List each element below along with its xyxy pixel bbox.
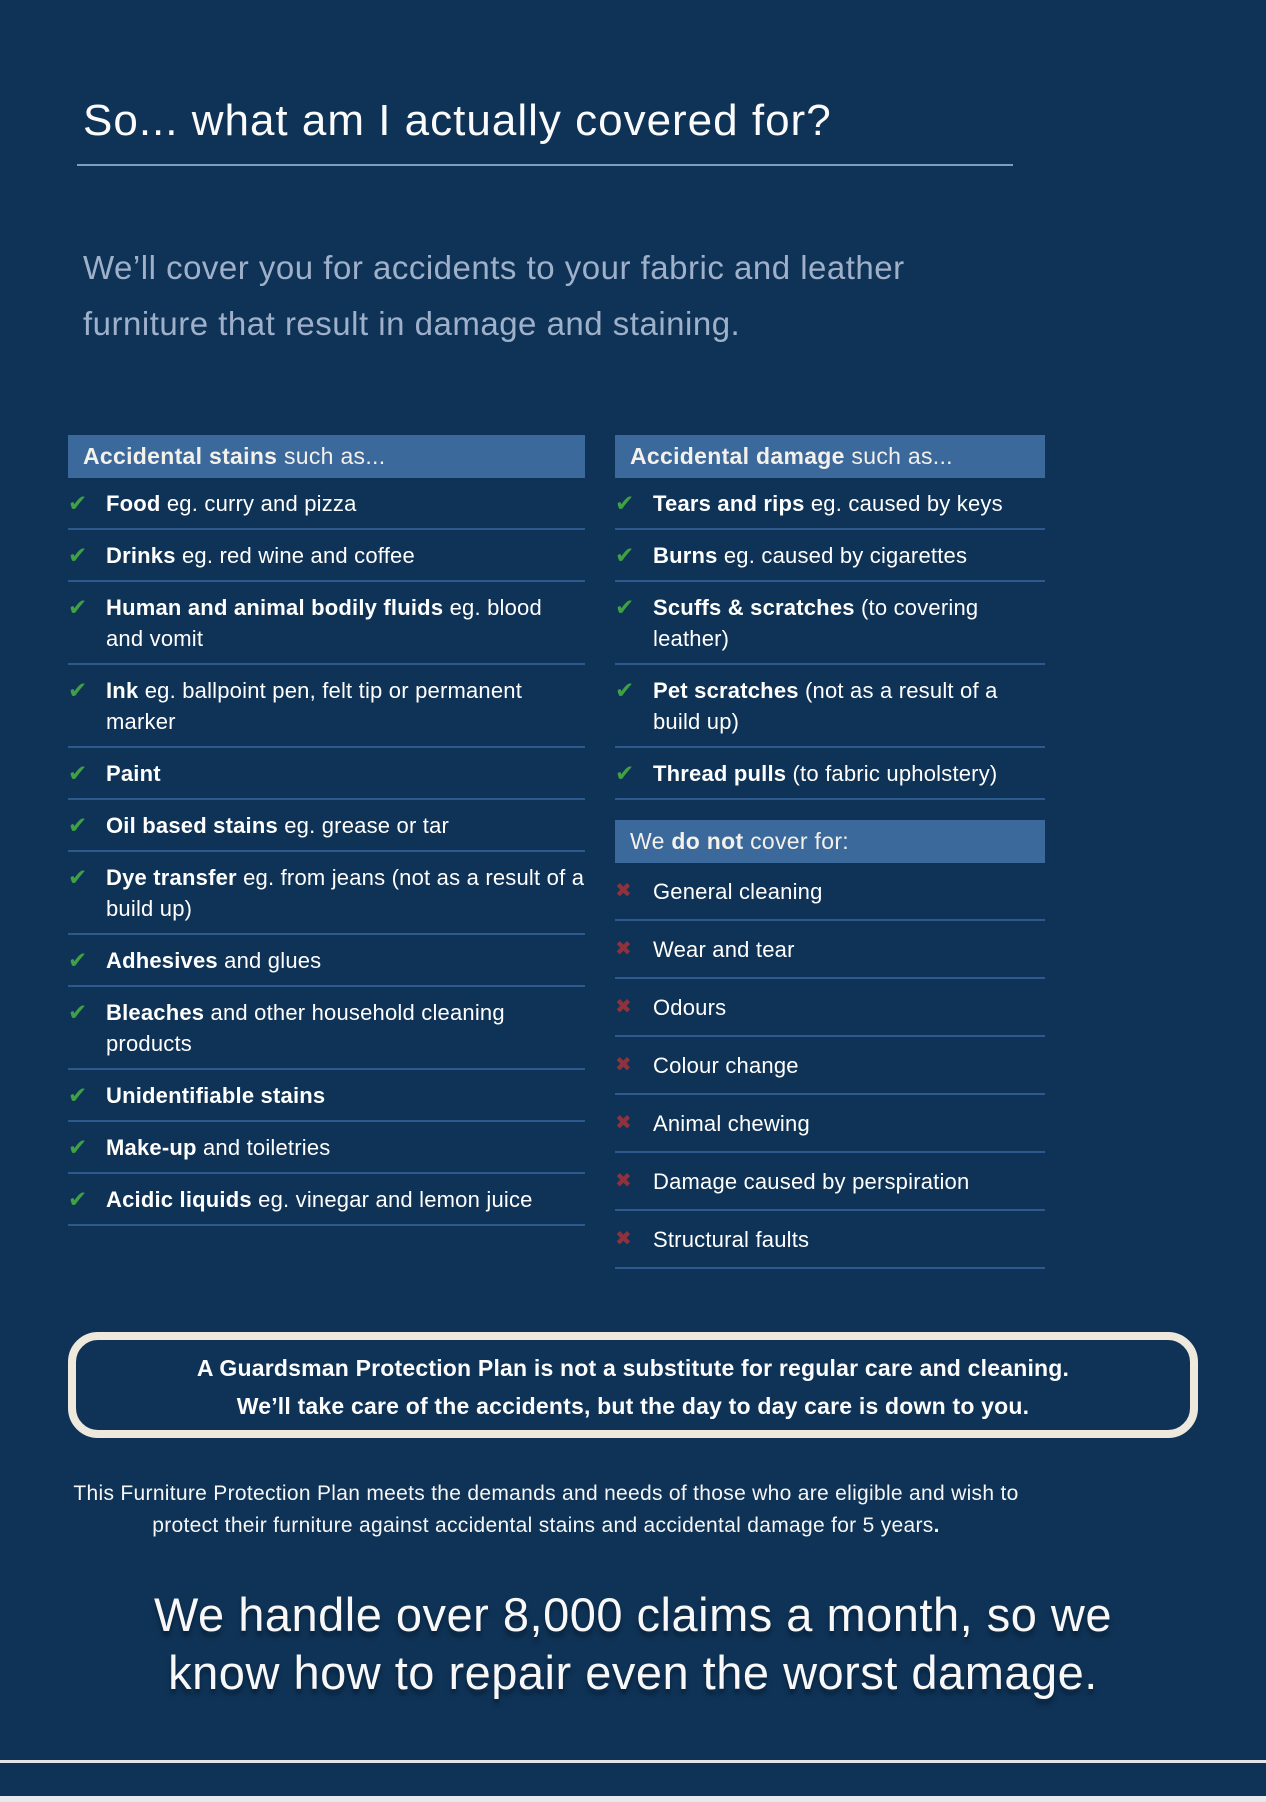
check-icon: ✔ — [68, 594, 88, 620]
item-detail: eg. caused by cigarettes — [717, 543, 968, 568]
page-subtitle: We’ll cover you for accidents to your fabric and leather furniture that result in damage and staining. — [83, 249, 905, 342]
list-item-text — [106, 997, 585, 1059]
item-detail: (to fabric upholstery) — [786, 761, 998, 786]
check-icon: ✔ — [68, 864, 88, 890]
list-item — [68, 1070, 585, 1122]
item-term: Dye transfer — [106, 865, 237, 890]
list-item-text — [653, 758, 997, 789]
header-bold-text: Accidental damage — [630, 443, 845, 469]
check-icon: ✔ — [615, 760, 635, 786]
accidental-stains-header — [68, 435, 585, 478]
list-item-text — [106, 540, 415, 571]
cross-icon: ✖ — [615, 880, 632, 902]
check-icon: ✔ — [68, 542, 88, 568]
list-item-text — [106, 862, 585, 924]
check-icon: ✔ — [615, 594, 635, 620]
item-term: Ink — [106, 678, 139, 703]
list-item — [68, 935, 585, 987]
eligibility-text: This Furniture Protection Plan meets the demands and needs of those who are eligible and wish to protect their furniture against accidental stains and accidental damage for 5 years — [73, 1482, 1019, 1537]
item-detail: and toiletries — [196, 1135, 331, 1160]
item-term: Tears and rips — [653, 491, 805, 516]
claims-line-2: know how to repair even the worst damage. — [168, 1646, 1098, 1699]
item-detail: eg. red wine and coffee — [175, 543, 415, 568]
eligibility-period: . — [933, 1514, 940, 1537]
item-term: Scuffs & scratches — [653, 595, 855, 620]
page-title: So... what am I actually covered for? — [83, 96, 832, 145]
cross-icon: ✖ — [615, 938, 632, 960]
check-icon: ✔ — [68, 1082, 88, 1108]
list-item-text — [653, 488, 1003, 519]
check-icon: ✔ — [68, 999, 88, 1025]
list-item-text — [106, 1184, 533, 1215]
cross-icon: ✖ — [615, 1228, 632, 1250]
page-bottom-strip — [0, 1796, 1266, 1802]
list-item-text: General cleaning — [653, 879, 823, 904]
list-item-text: Animal chewing — [653, 1111, 810, 1136]
page-title-underline — [77, 90, 1013, 166]
list-item — [68, 800, 585, 852]
list-item — [615, 665, 1045, 748]
item-detail: eg. grease or tar — [277, 813, 450, 838]
cross-icon: ✖ — [615, 1054, 632, 1076]
check-icon: ✔ — [68, 760, 88, 786]
list-item — [615, 530, 1045, 582]
item-term: Unidentifiable stains — [106, 1083, 326, 1108]
list-item-text — [106, 945, 321, 976]
check-icon: ✔ — [68, 812, 88, 838]
footer-divider-line — [0, 1760, 1266, 1763]
list-item-text — [653, 540, 967, 571]
header-rest-text: cover for: — [743, 828, 849, 854]
notice-line-2: We’ll take care of the accidents, but the day to day care is down to you. — [236, 1393, 1030, 1419]
cross-icon: ✖ — [615, 1170, 632, 1192]
list-item — [615, 979, 1045, 1037]
list-item — [68, 665, 585, 748]
list-item-text — [653, 592, 1045, 654]
item-detail: eg. ballpoint pen, felt tip or permanent marker — [106, 678, 523, 734]
not-covered-header — [615, 820, 1045, 863]
check-icon: ✔ — [68, 947, 88, 973]
item-term: Acidic liquids — [106, 1187, 252, 1212]
care-notice-box — [68, 1332, 1198, 1438]
item-detail: eg. blood and vomit — [106, 595, 542, 651]
check-icon: ✔ — [68, 1134, 88, 1160]
item-term: Adhesives — [106, 948, 218, 973]
header-bold-text: Accidental stains — [83, 443, 278, 469]
list-item-text — [106, 1080, 325, 1111]
item-term: Drinks — [106, 543, 176, 568]
accidental-damage-section — [615, 435, 1045, 800]
header-pre-text: We — [630, 828, 672, 854]
list-item — [615, 478, 1045, 530]
item-term: Burns — [653, 543, 718, 568]
list-item-text — [106, 758, 161, 789]
list-item — [615, 1037, 1045, 1095]
list-item — [68, 1122, 585, 1174]
list-item — [68, 530, 585, 582]
list-item — [615, 748, 1045, 800]
list-item-text: Odours — [653, 995, 727, 1020]
list-item — [68, 987, 585, 1070]
item-detail: and glues — [217, 948, 322, 973]
check-icon: ✔ — [68, 1186, 88, 1212]
list-item-text: Damage caused by perspiration — [653, 1169, 970, 1194]
list-item-text: Wear and tear — [653, 937, 795, 962]
cross-icon: ✖ — [615, 996, 632, 1018]
header-bold-text: do not — [671, 828, 744, 854]
list-item-text — [106, 488, 357, 519]
list-item — [615, 582, 1045, 665]
item-detail: eg. from jeans (not as a result of a build up) — [106, 865, 585, 921]
check-icon: ✔ — [68, 677, 88, 703]
item-term: Pet scratches — [653, 678, 799, 703]
claims-line-1: We handle over 8,000 claims a month, so we — [153, 1588, 1113, 1641]
accidental-damage-header — [615, 435, 1045, 478]
list-item — [68, 1174, 585, 1226]
list-item-text — [106, 592, 585, 654]
list-item — [615, 921, 1045, 979]
not-covered-section — [615, 820, 1045, 1269]
item-term: Human and animal bodily fluids — [106, 595, 444, 620]
accidental-stains-section — [68, 435, 585, 1226]
check-icon: ✔ — [615, 490, 635, 516]
item-term: Thread pulls — [653, 761, 787, 786]
item-detail: eg. vinegar and lemon juice — [251, 1187, 533, 1212]
list-item — [68, 852, 585, 935]
item-detail: (not as a result of a build up) — [653, 678, 998, 734]
item-detail: eg. curry and pizza — [160, 491, 357, 516]
list-item — [68, 478, 585, 530]
header-rest-text: such as... — [844, 443, 953, 469]
list-item — [615, 1211, 1045, 1269]
list-item — [68, 748, 585, 800]
item-term: Make-up — [106, 1135, 197, 1160]
list-item-text: Colour change — [653, 1053, 799, 1078]
cross-icon: ✖ — [615, 1112, 632, 1134]
item-term: Oil based stains — [106, 813, 278, 838]
list-item — [615, 1153, 1045, 1211]
eligibility-paragraph — [56, 1478, 1036, 1542]
check-icon: ✔ — [615, 542, 635, 568]
list-item — [68, 582, 585, 665]
item-detail: (to covering leather) — [653, 595, 979, 651]
list-item-text — [106, 1132, 331, 1163]
list-item-text — [106, 810, 449, 841]
list-item-text — [653, 675, 1045, 737]
list-item-text: Structural faults — [653, 1227, 810, 1252]
item-term: Paint — [106, 761, 161, 786]
header-rest-text: such as... — [277, 443, 386, 469]
check-icon: ✔ — [68, 490, 88, 516]
item-detail: and other household cleaning products — [106, 1000, 505, 1056]
item-detail: eg. caused by keys — [804, 491, 1003, 516]
notice-line-1: A Guardsman Protection Plan is not a substitute for regular care and cleaning. — [196, 1355, 1070, 1381]
check-icon: ✔ — [615, 677, 635, 703]
list-item — [615, 1095, 1045, 1153]
list-item — [615, 863, 1045, 921]
item-term: Food — [106, 491, 161, 516]
list-item-text — [106, 675, 585, 737]
item-term: Bleaches — [106, 1000, 205, 1025]
claims-statement — [0, 1586, 1266, 1702]
